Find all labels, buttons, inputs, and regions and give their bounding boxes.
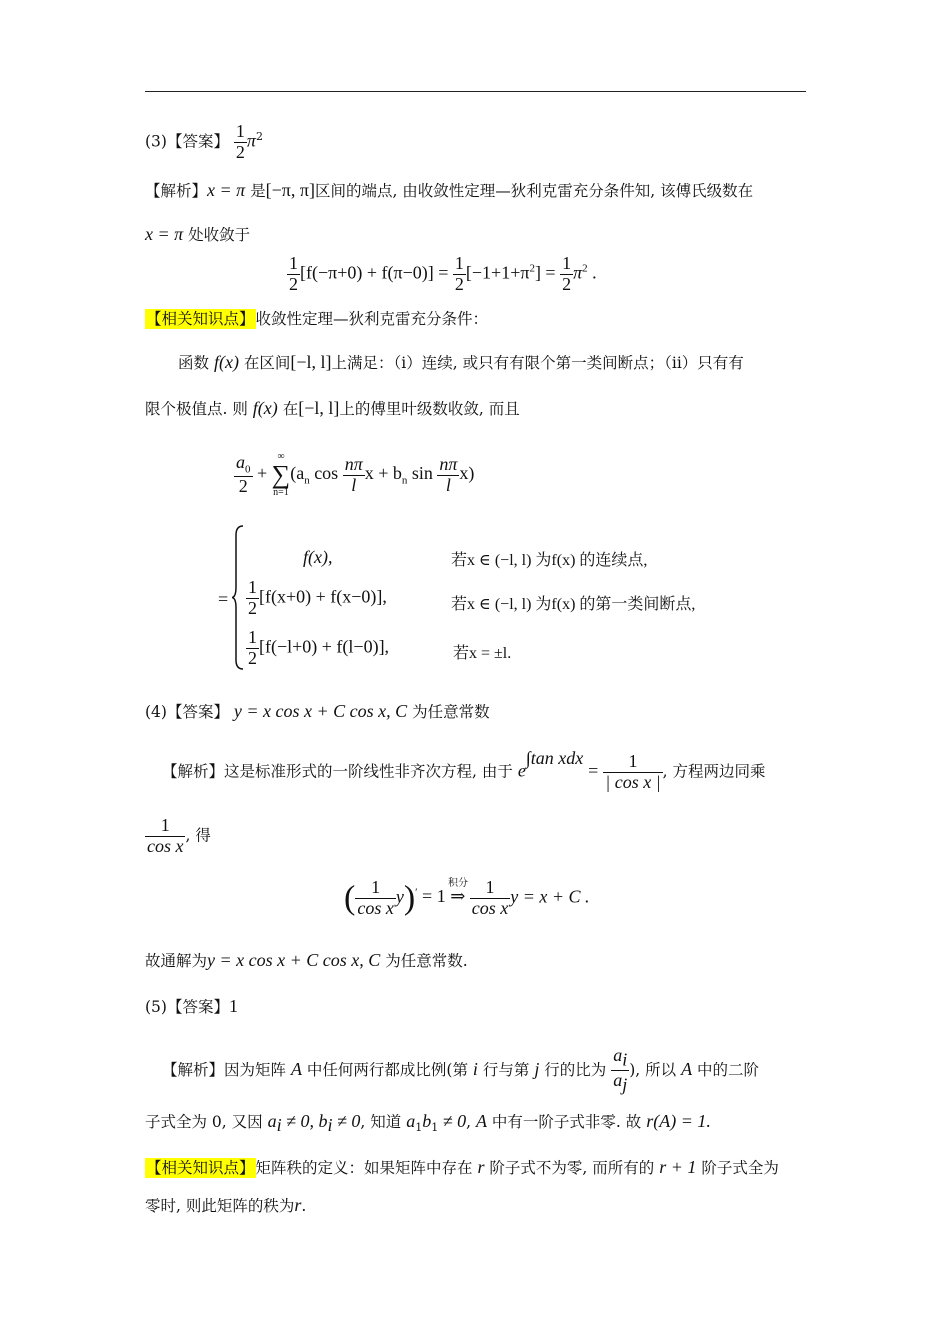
case1-expr: f(x), [303,547,333,567]
q5-answer-line: (5)【答案】1 [145,996,238,1016]
half-fraction: $\frac{1}{2}$ [235,121,245,162]
q3-knowledge-line: 【相关知识点】收敛性定理—狄利克雷充分条件： [146,310,489,328]
q4-equation: ( $\frac{1}{\text{cos x}}$ y)′ 积分 = 1 ⇒ $\frac{1}{\text{cos x}}$ y = x + C . [344,877,590,918]
case2-expr: $\frac{1}{2}$ [f(x+0) + f(x−0)], [248,577,387,618]
q3-explanation-line2: x = π 处收敛于 [145,224,251,244]
q3-body-line1: 函数 f(x) 在区间[−l, l]上满足：（i）连续, 或只有有限个第一类间断点；（ii）只有有 [178,352,744,372]
q5-explanation-line2: 子式全为 0, 又因 $a_i \ne 0$, $b_i \ne 0$, 知道 $a_1b_1 \ne 0$, A 中有一阶子式非零. 故 r(A) = 1. [145,1111,711,1136]
equals-sign: = [218,589,229,609]
left-brace [232,525,244,670]
q5-knowledge-line2: 零时, 则此矩阵的秩为r. [145,1195,307,1215]
q5-explanation-line1: 【解析】因为矩阵 A 中任何两行都成比例(第 i 行与第 j 行的比为 $\frac{a_i}{a_j}$ ), 所以 A 中的二阶 [162,1045,760,1095]
q3-answer-line: (3)【答案】 $\frac{1}{2}$ $\pi^2$ [145,121,263,162]
q4-conclusion: 故通解为y = x cos x + C cos x, C 为任意常数. [145,950,468,970]
case3-cond: 若x = ±l. [453,645,512,662]
q3-body-line2: 限个极值点. 则 f(x) 在[−l, l]上的傅里叶级数收敛, 而且 [145,398,520,418]
knowledge-tag: 【相关知识点】 [146,310,255,328]
q4-answer-line: (4)【答案】 y = x cos x + C cos x, C 为任意常数 [145,701,490,721]
knowledge-tag: 【相关知识点】 [146,1159,255,1177]
q4-explanation-line1: 【解析】这是标准形式的一阶线性非齐次方程, 由于 $e^{\int tan xdx}$ = $\frac{1}{\text{| cos x |}}$ , 方程两边同乘 [162,748,766,792]
q4-explanation-line2: $\frac{1}{\text{cos x}}$ , 得 [147,815,211,856]
fourier-series: $\frac{a_0}{2}$ + ∞ ∑ n=1 ($a_n$ cos $\frac{n\pi}{l}$ $x + b_n$ sin $\frac{n\pi}{l}$ x) [236,451,475,498]
case1-cond: 若x ∈ (−l, l) 为f(x) 的连续点, [451,552,648,569]
q3-equation: $\frac{1}{2}$ [f(−π+0) + f(π−0)] = $\frac{1}{2}$ $[-1+1+\pi^2]$ = $\frac{1}{2}$ $\pi^2$ . [289,253,597,294]
case2-cond: 若x ∈ (−l, l) 为f(x) 的第一类间断点, [451,596,696,613]
header-rule [145,91,806,92]
q5-knowledge-line1: 【相关知识点】矩阵秩的定义：如果矩阵中存在 r 阶子式不为零, 而所有的 r + 1 阶子式全为 [146,1157,779,1177]
q3-explanation-line1: 【解析】x = π 是[−π, π]区间的端点, 由收敛性定理—狄利克雷充分条件知, 该傅氏级数在 [145,180,754,200]
case3-expr: $\frac{1}{2}$ [f(−l+0) + f(l−0)], [248,627,390,668]
